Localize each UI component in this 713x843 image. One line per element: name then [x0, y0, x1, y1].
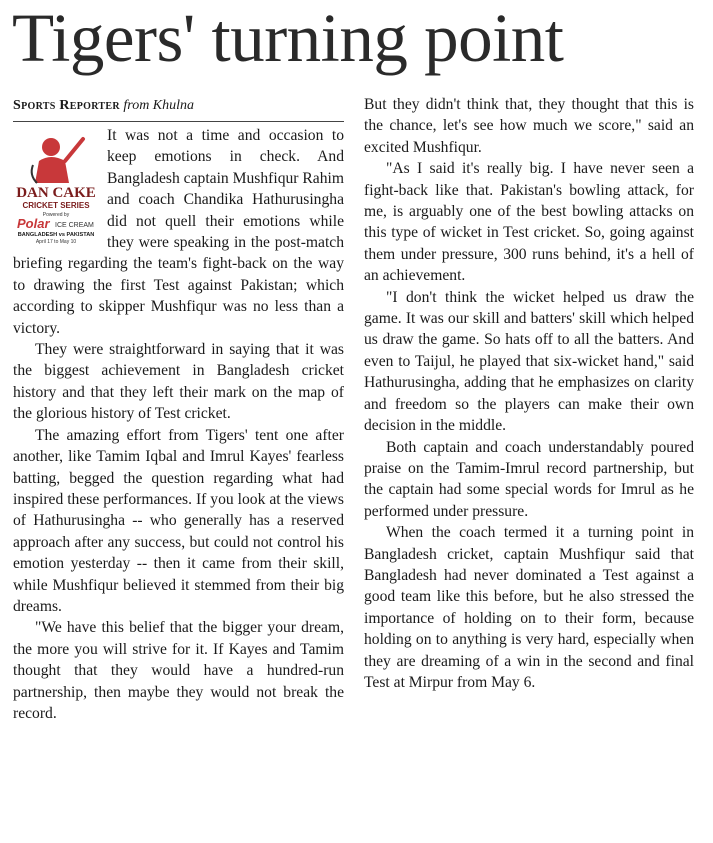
paragraph-7: "I don't think the wicket helped us draw the game. It was our skill and batters' skill which helped us draw the game. So hats off to all the batters. And even to Taijul, he played that six-wicket hand," said Hathurusingha, adding that he emphasizes on clarity and freedom so the players can make their own decision in the middle.	[364, 288, 694, 435]
byline-location: from Khulna	[123, 98, 195, 113]
cricketer-icon	[32, 138, 83, 183]
logo-brand: DAN CAKE	[16, 185, 96, 201]
logo-powered-by: Powered by	[42, 212, 70, 218]
article-column-right	[364, 94, 694, 693]
byline	[13, 96, 344, 122]
logo-sponsor: Polar	[17, 216, 50, 231]
series-logo	[13, 131, 99, 247]
article-column-left	[13, 96, 344, 724]
paragraph-8: Both captain and coach understandably poured praise on the Tamim-Imrul record partnership, but the captain had some special words for Imrul as he performed under pressure.	[364, 438, 694, 520]
logo-match: BANGLADESH vs PAKISTAN	[17, 232, 95, 238]
paragraph-6: "As I said it's really big. I have never seen a fight-back like that. Pakistan's bowling attack, for me, is arguably one of the best bowling attacks on this type of wicket in Test cricket. So, going against them under pressure, 300 runs behind, it's a hell of an achievement.	[364, 160, 694, 285]
byline-reporter: Sports Reporter	[13, 98, 120, 113]
paragraph-3: The amazing effort from Tigers' tent one after another, like Tamim Iqbal and Imrul Kayes' fearless batting, begged the question regarding what had inspired these performances. If you look at the views of Hathurusingha -- who generally has a reserved approach after any success, but could not control his emotion yesterday -- then it came from their skill, while Mushfiqur believed it stemmed from their big dreams.	[13, 426, 344, 615]
logo-dates: April 17 to May 10	[35, 239, 77, 245]
logo-series: CRICKET SERIES	[22, 201, 90, 210]
paragraph-2: They were straightforward in saying that it was the biggest achievement in Bangladesh cricket history and that they left their mark on the map of the glorious history of Test cricket.	[13, 341, 344, 423]
paragraph-4: "We have this belief that the bigger your dream, the more you will strive for it. If Kayes and Tamim thought that they would have a hundred-run partnership, then maybe they would not break the record.	[13, 619, 344, 722]
paragraph-1: It was not a time and occasion to keep emotions in check. And Bangladesh captain Mushfiqur Rahim and coach Chandika Hathurusingha did not quell their emotions while they were speaking in the post-match briefing regarding the team's fight-back on the way to drawing the first Test against Pakistan; which according to skipper Mushfiqur was no less than a victory.	[13, 127, 344, 337]
paragraph-5: But they didn't think that, they thought that this is the chance, let's see how much we score," said an excited Mushfiqur.	[364, 96, 694, 156]
paragraph-9: When the coach termed it a turning point in Bangladesh cricket, captain Mushfiqur said that Bangladesh had never dominated a Test against a good team like this before, but he also stressed the importance of holding on to their form, because holding on to anything is very hard, especially when they are dreaming of a win in the second and final Test at Mirpur from May 6.	[364, 524, 694, 691]
logo-sponsor-tag: ICE CREAM	[55, 222, 94, 229]
headline: Tigers' turning point	[12, 0, 564, 76]
